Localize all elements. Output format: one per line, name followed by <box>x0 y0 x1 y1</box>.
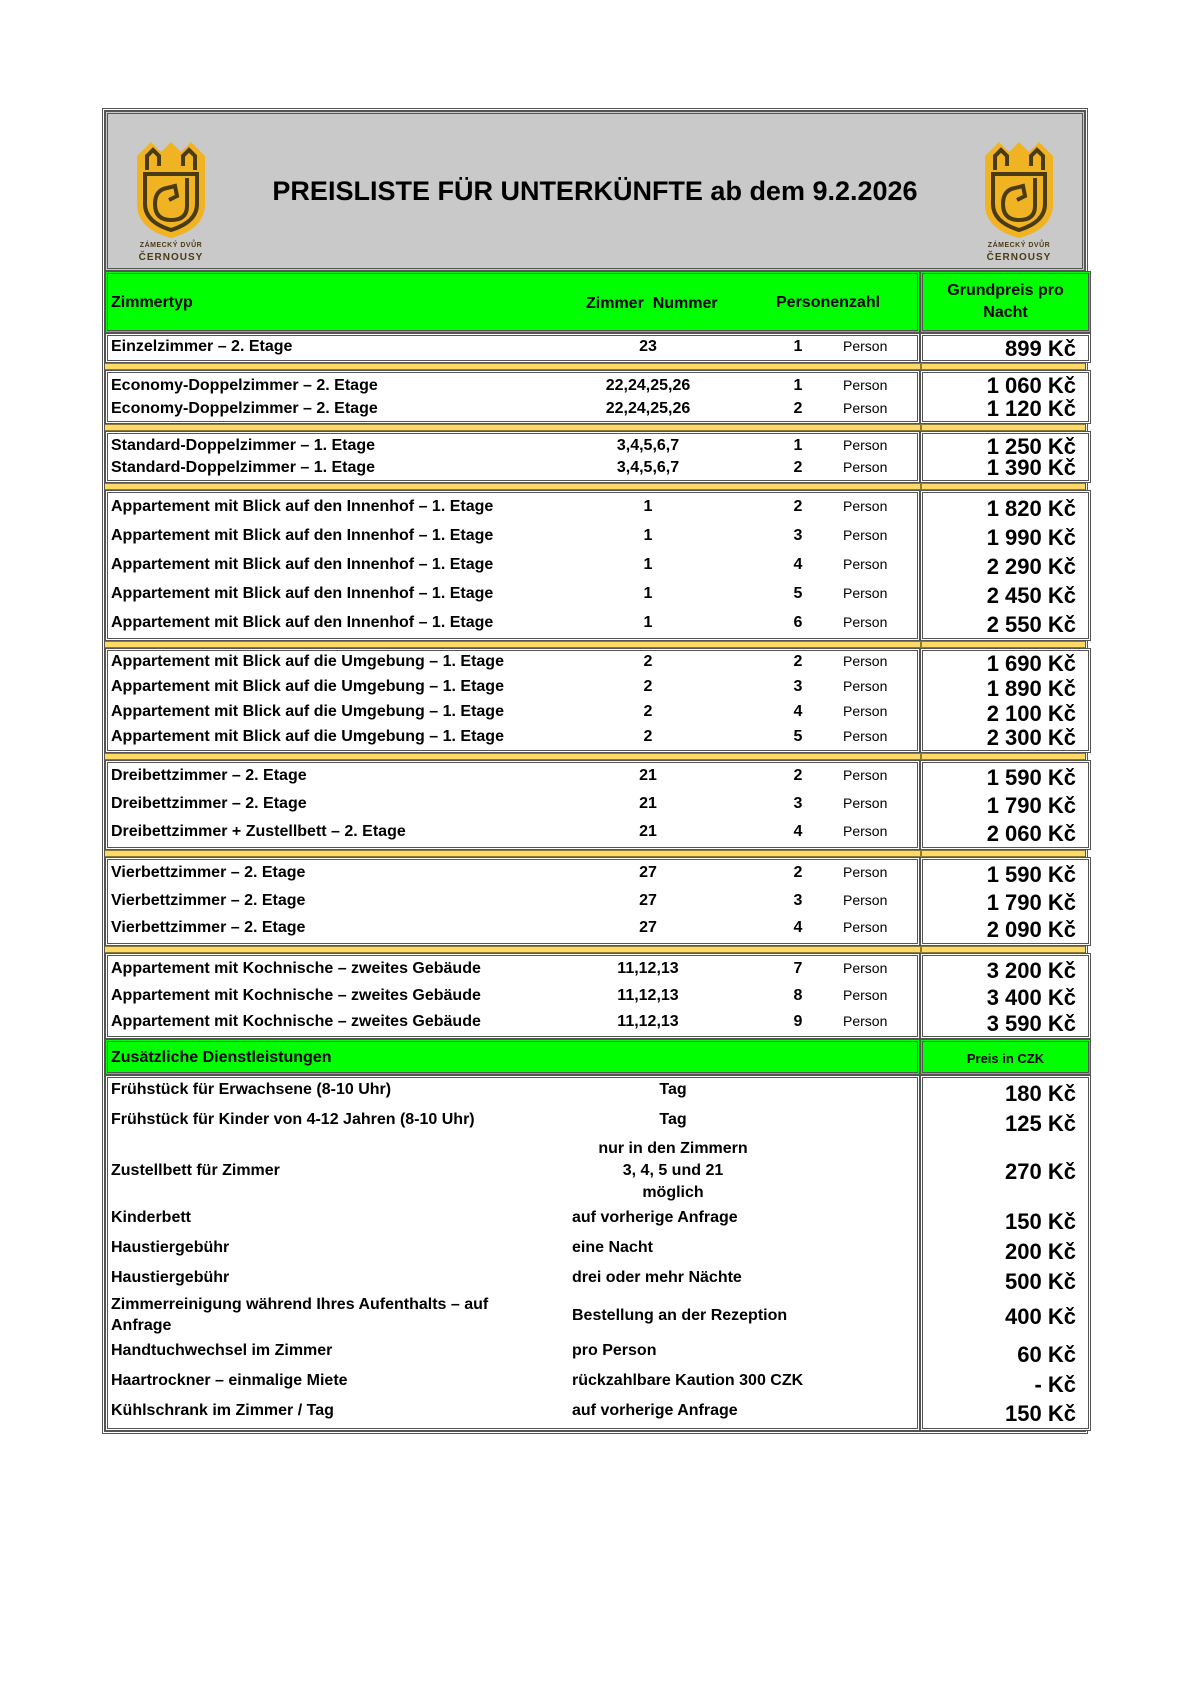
person-unit: Person <box>843 892 888 908</box>
service-name: Zustellbett für Zimmer <box>111 1162 280 1179</box>
castle-horse-logo-icon <box>981 134 1057 240</box>
group-separator <box>105 753 1085 760</box>
table-row <box>108 703 917 728</box>
price: 2 550 Kč <box>986 612 1076 637</box>
service-price: 200 Kč <box>1005 1239 1076 1264</box>
room-type: Vierbettzimmer – 2. Etage <box>111 864 306 881</box>
service-description <box>578 1138 768 1204</box>
group-price-cell <box>920 857 1091 946</box>
price: 899 Kč <box>1005 336 1076 361</box>
person-count: 5 <box>793 585 803 602</box>
group-price-cell <box>920 953 1091 1039</box>
room-number: 1 <box>643 556 653 573</box>
service-row <box>108 1269 917 1297</box>
table-row <box>108 400 917 423</box>
services-main-cell <box>105 1075 920 1431</box>
service-price: 125 Kč <box>1005 1111 1076 1136</box>
group-main-cell <box>105 490 920 641</box>
person-unit: Person <box>843 767 888 783</box>
room-number: 3,4,5,6,7 <box>616 459 680 476</box>
person-count: 3 <box>793 795 803 812</box>
group-price-cell <box>920 648 1091 753</box>
service-price: 180 Kč <box>1005 1081 1076 1106</box>
table-row <box>108 527 917 556</box>
room-group <box>105 490 1085 641</box>
logo-left <box>133 134 209 264</box>
service-price: 400 Kč <box>1005 1304 1076 1329</box>
header-main-cell <box>105 271 920 333</box>
room-group <box>105 333 1085 363</box>
service-name: Kühlschrank im Zimmer / Tag <box>111 1402 334 1419</box>
table-row <box>108 585 917 614</box>
service-description: Tag <box>659 1081 687 1098</box>
room-type: Appartement mit Blick auf den Innenhof – 1. Etage <box>111 498 494 515</box>
price: 2 450 Kč <box>986 583 1076 608</box>
person-unit: Person <box>843 795 888 811</box>
room-number: 21 <box>639 823 657 840</box>
service-description: auf vorherige Anfrage <box>572 1402 738 1419</box>
room-number: 21 <box>639 767 657 784</box>
room-number: 2 <box>643 653 653 670</box>
table-row <box>108 823 917 851</box>
service-price: 150 Kč <box>1005 1401 1076 1426</box>
person-unit: Person <box>843 459 888 475</box>
person-unit: Person <box>843 987 888 1003</box>
service-row <box>108 1209 917 1239</box>
person-count: 1 <box>793 338 803 355</box>
table-row <box>108 437 917 461</box>
person-unit: Person <box>843 653 888 669</box>
room-type: Dreibettzimmer – 2. Etage <box>111 795 307 812</box>
table-row <box>108 728 917 752</box>
logo-text-line2: ČERNOUSY <box>138 252 204 263</box>
person-unit: Person <box>843 823 888 839</box>
service-name-line: Anfrage <box>111 1317 172 1334</box>
service-row <box>108 1138 917 1206</box>
table-row <box>108 498 917 527</box>
person-unit: Person <box>843 703 888 719</box>
room-number: 21 <box>639 795 657 812</box>
group-separator <box>105 363 1085 370</box>
table-row <box>108 556 917 585</box>
table-row <box>108 864 917 892</box>
service-row <box>108 1111 917 1141</box>
person-count: 4 <box>793 823 803 840</box>
person-unit: Person <box>843 377 888 393</box>
person-count: 1 <box>793 437 803 454</box>
person-count: 2 <box>793 767 803 784</box>
price: 2 300 Kč <box>986 725 1076 750</box>
room-type: Dreibettzimmer + Zustellbett – 2. Etage <box>111 823 406 840</box>
person-count: 1 <box>793 377 803 394</box>
service-name-line: Zimmerreinigung während Ihres Aufenthalts – auf <box>111 1296 489 1313</box>
table-row <box>108 614 917 643</box>
person-count: 5 <box>793 728 803 745</box>
room-number: 2 <box>643 678 653 695</box>
price: 2 100 Kč <box>986 701 1076 726</box>
room-group <box>105 760 1085 850</box>
room-group <box>105 953 1085 1039</box>
room-type: Appartement mit Blick auf den Innenhof – 1. Etage <box>111 527 494 544</box>
price: 1 790 Kč <box>986 890 1076 915</box>
person-unit: Person <box>843 585 888 601</box>
service-price: 60 Kč <box>1017 1342 1076 1367</box>
table-row <box>108 338 917 362</box>
services-table <box>105 1075 1085 1431</box>
services-price-header: Preis in CZK <box>920 1039 1091 1075</box>
table-header <box>105 271 1085 333</box>
service-description-line: möglich <box>642 1184 704 1201</box>
person-unit: Person <box>843 556 888 572</box>
service-row <box>108 1239 917 1269</box>
service-description: pro Person <box>572 1342 657 1359</box>
column-header-price: Grundpreis pro Nacht <box>920 271 1091 333</box>
person-unit: Person <box>843 498 888 514</box>
room-group <box>105 857 1085 946</box>
service-name: Handtuchwechsel im Zimmer <box>111 1342 333 1359</box>
table-row <box>108 459 917 481</box>
group-price-cell <box>920 760 1091 850</box>
person-unit: Person <box>843 960 888 976</box>
person-count: 6 <box>793 614 803 631</box>
price: 1 590 Kč <box>986 862 1076 887</box>
group-main-cell <box>105 333 920 363</box>
room-number: 2 <box>643 728 653 745</box>
price: 2 290 Kč <box>986 554 1076 579</box>
service-name: Kinderbett <box>111 1209 191 1226</box>
room-type: Dreibettzimmer – 2. Etage <box>111 767 307 784</box>
room-type: Economy-Doppelzimmer – 2. Etage <box>111 400 378 417</box>
service-price: - Kč <box>1034 1372 1076 1397</box>
person-count: 2 <box>793 400 803 417</box>
service-row <box>108 1342 917 1372</box>
table-row <box>108 892 917 920</box>
service-description: Bestellung an der Rezeption <box>572 1307 788 1324</box>
service-row <box>108 1081 917 1111</box>
price: 3 400 Kč <box>986 985 1076 1010</box>
service-description: drei oder mehr Nächte <box>572 1269 742 1286</box>
group-separator <box>105 850 1085 857</box>
group-main-cell <box>105 648 920 753</box>
column-header-type: Zimmertyp <box>111 294 193 311</box>
service-description-line: 3, 4, 5 und 21 <box>622 1162 724 1179</box>
group-separator <box>105 483 1085 490</box>
person-unit: Person <box>843 678 888 694</box>
room-type: Appartement mit Blick auf die Umgebung – 1. Etage <box>111 678 504 695</box>
room-group <box>105 370 1085 424</box>
room-number: 27 <box>639 892 657 909</box>
page-title: PREISLISTE FÜR UNTERKÜNFTE ab dem 9.2.2026 <box>272 176 918 206</box>
room-type: Vierbettzimmer – 2. Etage <box>111 892 306 909</box>
service-row <box>108 1294 917 1340</box>
table-row <box>108 987 917 1014</box>
castle-horse-logo-icon <box>133 134 209 240</box>
service-name <box>111 1294 488 1336</box>
table-row <box>108 1013 917 1039</box>
services-title: Zusätzliche Dienstleistungen <box>105 1039 920 1075</box>
group-price-cell <box>920 431 1091 483</box>
room-type: Appartement mit Blick auf die Umgebung – 1. Etage <box>111 728 504 745</box>
person-unit: Person <box>843 1013 888 1029</box>
person-count: 4 <box>793 556 803 573</box>
services-price-cell <box>920 1075 1091 1431</box>
service-description: eine Nacht <box>572 1239 653 1256</box>
price: 1 990 Kč <box>986 525 1076 550</box>
table-row <box>108 377 917 402</box>
service-name: Frühstück für Erwachsene (8-10 Uhr) <box>111 1081 392 1098</box>
room-type: Appartement mit Blick auf den Innenhof – 1. Etage <box>111 585 494 602</box>
table-row <box>108 795 917 823</box>
service-row <box>108 1372 917 1402</box>
room-number: 22,24,25,26 <box>605 377 691 394</box>
price: 1 790 Kč <box>986 793 1076 818</box>
person-count: 8 <box>793 987 803 1004</box>
person-unit: Person <box>843 437 888 453</box>
price: 1 820 Kč <box>986 496 1076 521</box>
room-number: 11,12,13 <box>617 1013 679 1030</box>
room-number: 11,12,13 <box>617 960 679 977</box>
price: 2 090 Kč <box>986 917 1076 942</box>
group-main-cell <box>105 370 920 424</box>
service-description: rückzahlbare Kaution 300 CZK <box>572 1372 804 1389</box>
logo-text-line1: ZÁMECKÝ DVŮR <box>987 242 1051 249</box>
logo-text-line2: ČERNOUSY <box>986 252 1052 263</box>
person-unit: Person <box>843 338 888 354</box>
person-unit: Person <box>843 400 888 416</box>
title-band <box>105 111 1085 271</box>
room-type: Standard-Doppelzimmer – 1. Etage <box>111 437 376 454</box>
person-count: 2 <box>793 864 803 881</box>
room-type: Appartement mit Kochnische – zweites Gebäude <box>111 1013 481 1030</box>
price: 1 590 Kč <box>986 765 1076 790</box>
table-row <box>108 767 917 795</box>
services-header <box>105 1039 1085 1075</box>
room-type: Einzelzimmer – 2. Etage <box>111 338 293 355</box>
column-header-number: Zimmer Nummer <box>586 295 718 312</box>
room-number: 1 <box>643 527 653 544</box>
price: 3 200 Kč <box>986 958 1076 983</box>
person-count: 2 <box>793 653 803 670</box>
logo-text-line1: ZÁMECKÝ DVŮR <box>139 242 203 249</box>
person-unit: Person <box>843 728 888 744</box>
person-count: 4 <box>793 919 803 936</box>
group-main-cell <box>105 431 920 483</box>
service-name: Haartrockner – einmalige Miete <box>111 1372 348 1389</box>
person-count: 2 <box>793 498 803 515</box>
room-number: 11,12,13 <box>617 987 679 1004</box>
table-row <box>108 919 917 946</box>
person-count: 4 <box>793 703 803 720</box>
room-number: 23 <box>639 338 657 355</box>
price: 1 390 Kč <box>986 455 1076 480</box>
service-description: Tag <box>659 1111 687 1128</box>
room-type: Appartement mit Blick auf den Innenhof – 1. Etage <box>111 556 494 573</box>
room-group <box>105 431 1085 483</box>
person-unit: Person <box>843 527 888 543</box>
room-type: Appartement mit Kochnische – zweites Gebäude <box>111 960 481 977</box>
room-number: 2 <box>643 703 653 720</box>
service-row <box>108 1402 917 1430</box>
service-name: Haustiergebühr <box>111 1269 230 1286</box>
room-type: Appartement mit Blick auf die Umgebung – 1. Etage <box>111 703 504 720</box>
room-type: Standard-Doppelzimmer – 1. Etage <box>111 459 376 476</box>
table-row <box>108 960 917 987</box>
price-list-document <box>102 108 1088 1434</box>
group-price-cell <box>920 490 1091 641</box>
room-number: 27 <box>639 864 657 881</box>
service-name: Frühstück für Kinder von 4-12 Jahren (8-10 Uhr) <box>111 1111 475 1128</box>
room-number: 1 <box>643 498 653 515</box>
room-type: Appartement mit Blick auf den Innenhof – 1. Etage <box>111 614 494 631</box>
room-number: 27 <box>639 919 657 936</box>
service-price: 500 Kč <box>1005 1269 1076 1294</box>
price: 1 250 Kč <box>986 434 1076 459</box>
service-description-line: nur in den Zimmern <box>598 1140 748 1157</box>
group-separator <box>105 424 1085 431</box>
table-row <box>108 653 917 678</box>
room-type: Appartement mit Kochnische – zweites Gebäude <box>111 987 481 1004</box>
room-number: 3,4,5,6,7 <box>616 437 680 454</box>
person-unit: Person <box>843 614 888 630</box>
service-price: 270 Kč <box>1005 1159 1076 1184</box>
group-main-cell <box>105 857 920 946</box>
price: 3 590 Kč <box>986 1011 1076 1036</box>
person-count: 3 <box>793 678 803 695</box>
price: 2 060 Kč <box>986 821 1076 846</box>
person-unit: Person <box>843 864 888 880</box>
service-price: 150 Kč <box>1005 1209 1076 1234</box>
group-price-cell <box>920 333 1091 363</box>
service-name: Haustiergebühr <box>111 1239 230 1256</box>
room-number: 1 <box>643 585 653 602</box>
room-number: 22,24,25,26 <box>605 400 691 417</box>
room-type: Vierbettzimmer – 2. Etage <box>111 919 306 936</box>
price: 1 890 Kč <box>986 676 1076 701</box>
service-description: auf vorherige Anfrage <box>572 1209 738 1226</box>
person-count: 3 <box>793 892 803 909</box>
column-header-persons: Personenzahl <box>776 294 881 311</box>
room-type: Appartement mit Blick auf die Umgebung – 1. Etage <box>111 653 504 670</box>
table-row <box>108 678 917 703</box>
logo-right <box>981 134 1057 264</box>
group-separator <box>105 946 1085 953</box>
person-count: 9 <box>793 1013 803 1030</box>
room-type: Economy-Doppelzimmer – 2. Etage <box>111 377 378 394</box>
group-price-cell <box>920 370 1091 424</box>
person-count: 3 <box>793 527 803 544</box>
price: 1 060 Kč <box>986 373 1076 398</box>
person-count: 7 <box>793 960 803 977</box>
price: 1 120 Kč <box>986 396 1076 421</box>
room-group <box>105 648 1085 753</box>
room-number: 1 <box>643 614 653 631</box>
person-count: 2 <box>793 459 803 476</box>
group-main-cell <box>105 953 920 1039</box>
price: 1 690 Kč <box>986 651 1076 676</box>
person-unit: Person <box>843 919 888 935</box>
group-main-cell <box>105 760 920 850</box>
